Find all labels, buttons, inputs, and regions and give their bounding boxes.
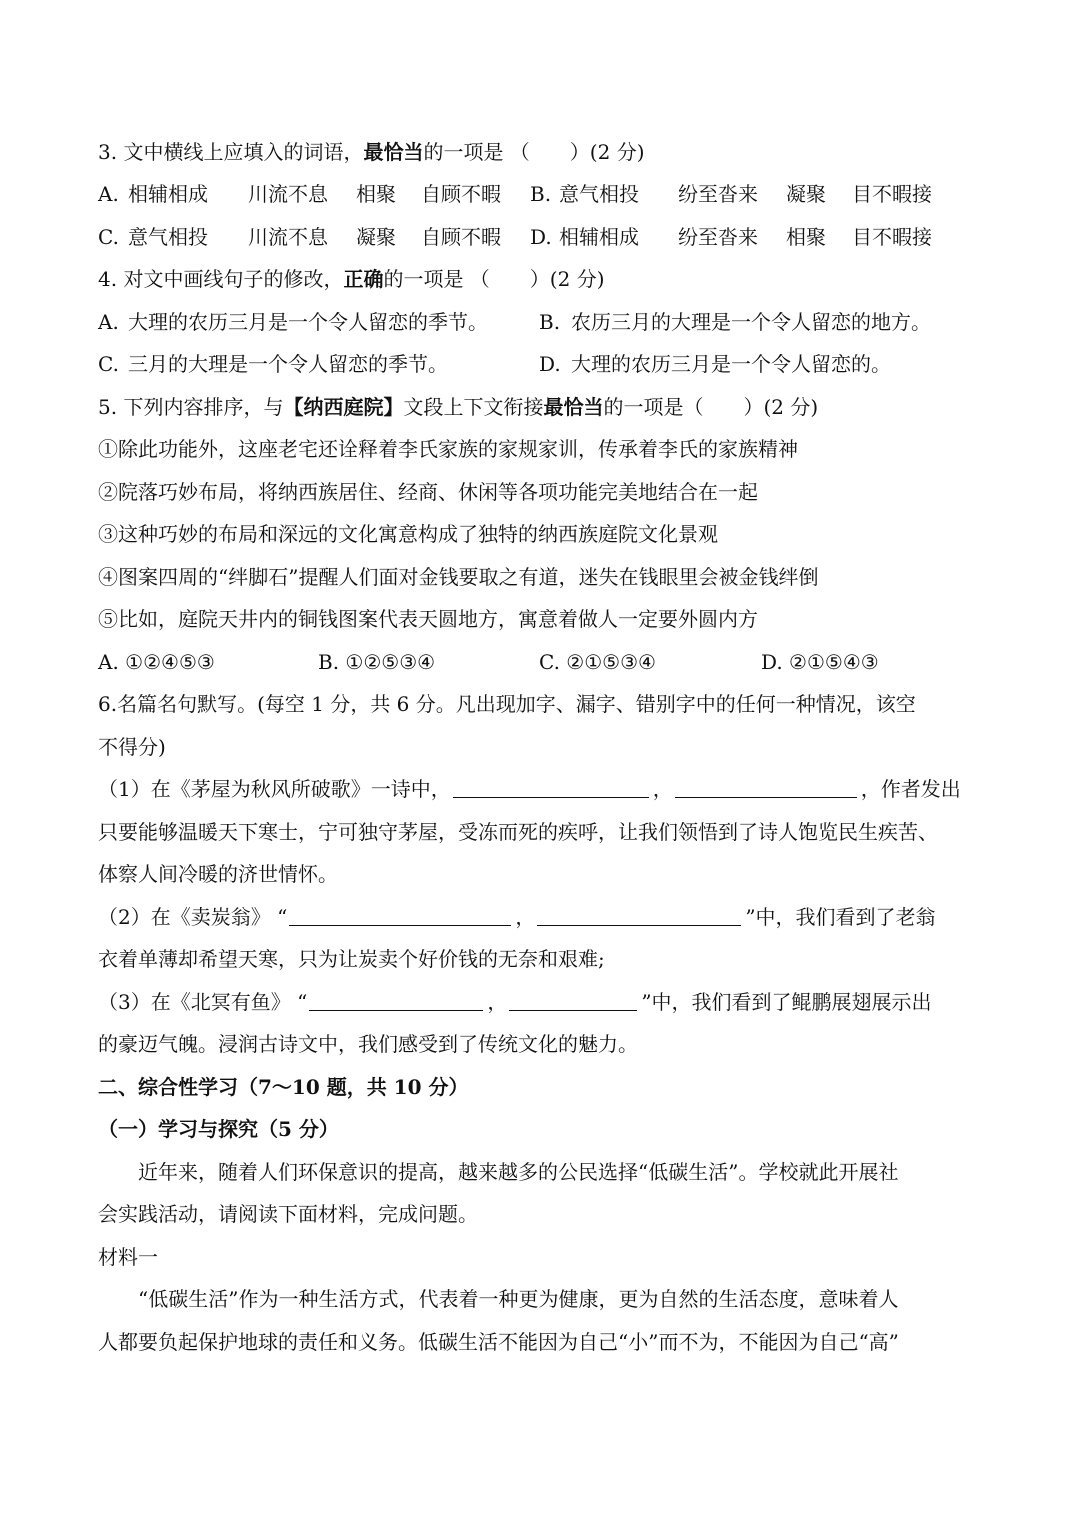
q3-option-d-word-4: 目不暇接 [852, 225, 932, 249]
q5-item-1: ①除此功能外，这座老宅还诠释着李氏家族的家规家训，传承着李氏的家族精神 [98, 437, 798, 461]
q5-stem-mid: 文段上下文衔接 [403, 395, 544, 419]
material-1-line-1: “低碳生活”作为一种生活方式，代表着一种更为健康，更为自然的生活态度，意味着人 [98, 1287, 899, 1311]
q6-sub1-blank-2[interactable] [675, 776, 857, 798]
q3-option-a-word-3: 相聚 [356, 182, 396, 206]
q3-option-b-word-3: 凝聚 [786, 182, 826, 206]
q3-option-a-word-4: 自顾不暇 [421, 182, 501, 206]
q4-option-c-text: 三月的大理是一个令人留恋的季节。 [128, 352, 448, 376]
q3-option-c-word-4: 自顾不暇 [421, 225, 501, 249]
q4-option-c-label: C. [98, 352, 119, 376]
q6-sub2-blank-2[interactable] [537, 904, 741, 926]
q5-option-b: B. ①②⑤③④ [318, 650, 436, 674]
q5-stem-bold-2: 最恰当 [543, 395, 604, 419]
q3-option-d-word-3: 相聚 [786, 225, 826, 249]
section-2-para-line-2: 会实践活动，请阅读下面材料，完成问题。 [98, 1202, 478, 1226]
q4-stem-post: 的一项是 （ ）(2 分) [383, 267, 605, 291]
q3-option-a-word-2: 川流不息 [248, 182, 328, 206]
q3-option-b-word-4: 目不暇接 [852, 182, 932, 206]
q6-sub1-blank-1[interactable] [453, 776, 649, 798]
q6-sub3-line-2: 的豪迈气魄。浸润古诗文中，我们感受到了传统文化的魅力。 [98, 1032, 638, 1056]
q3-option-a-label: A. [98, 182, 119, 206]
q6-intro-line-1: 6.名篇名句默写。(每空 1 分，共 6 分。凡出现加字、漏字、错别字中的任何一种情况，该空 [98, 692, 916, 716]
q4-option-a-label: A. [98, 310, 119, 334]
q3-option-a-word-1: 相辅相成 [128, 182, 208, 206]
q3-stem-bold: 最恰当 [363, 140, 424, 164]
q3-stem [98, 139, 988, 165]
q6-sub3-blank-2[interactable] [509, 989, 637, 1011]
q4-option-a-text: 大理的农历三月是一个令人留恋的季节。 [128, 310, 488, 334]
q5-stem-pre: 5. 下列内容排序，与 [98, 395, 284, 419]
q4-option-b-label: B. [539, 310, 561, 334]
section-2-sub-heading: （一）学习与探究（5 分） [98, 1117, 339, 1141]
q6-sub1-comma: ， [652, 777, 673, 801]
q5-option-a: A. ①②④⑤③ [98, 650, 215, 674]
q3-option-d-label: D. [530, 225, 552, 249]
q6-intro-line-2: 不得分) [98, 735, 166, 759]
material-1-label: 材料一 [98, 1245, 158, 1269]
q3-option-d-word-2: 纷至沓来 [678, 225, 758, 249]
q3-option-c-word-2: 川流不息 [248, 225, 328, 249]
section-2-heading: 二、综合性学习（7～10 题，共 10 分） [98, 1075, 469, 1099]
q3-option-b-word-2: 纷至沓来 [678, 182, 758, 206]
q3-option-b-label: B. [530, 182, 552, 206]
q3-option-b-word-1: 意气相投 [559, 182, 639, 206]
q4-option-b-text: 农历三月的大理是一个令人留恋的地方。 [571, 310, 931, 334]
q6-sub1-pre: （1）在《茅屋为秋风所破歌》一诗中， [98, 777, 451, 801]
q6-sub1-line-3: 体察人间冷暖的济世情怀。 [98, 862, 338, 886]
q5-stem-post: 的一项是（ ）(2 分) [603, 395, 819, 419]
q5-stem [98, 394, 988, 420]
q6-sub1-line-2: 只要能够温暖天下寒士，宁可独守茅屋，受冻而死的疾呼，让我们领悟到了诗人饱览民生疾苦、 [98, 820, 938, 844]
q6-sub2-blank-1[interactable] [289, 904, 511, 926]
q6-sub3-blank-1[interactable] [309, 989, 483, 1011]
q4-stem-pre: 4. 对文中画线句子的修改， [98, 267, 344, 291]
q5-stem-bold-1: 【纳西庭院】 [283, 395, 404, 419]
q3-option-d-word-1: 相辅相成 [559, 225, 639, 249]
q5-option-c: C. ②①⑤③④ [539, 650, 656, 674]
q3-stem-pre: 3. 文中横线上应填入的词语， [98, 140, 364, 164]
q5-item-5: ⑤比如，庭院天井内的铜钱图案代表天圆地方，寓意着做人一定要外圆内方 [98, 607, 758, 631]
q5-option-d: D. ②①⑤④③ [761, 650, 879, 674]
q6-sub2-pre: （2）在《卖炭翁》 “ [98, 905, 288, 929]
q3-stem-post: 的一项是 （ ）(2 分) [423, 140, 645, 164]
q6-sub3-post: ”中，我们看到了鲲鹏展翅展示出 [641, 990, 932, 1014]
q5-item-4: ④图案四周的“绊脚石”提醒人们面对金钱要取之有道，迷失在钱眼里会被金钱绊倒 [98, 565, 819, 589]
section-2-para-line-1: 近年来，随着人们环保意识的提高，越来越多的公民选择“低碳生活”。学校就此开展社 [98, 1160, 899, 1184]
q6-sub3-comma: ， [487, 990, 508, 1014]
q6-sub3-pre: （3）在《北冥有鱼》 “ [98, 990, 308, 1014]
q6-sub2-post: ”中，我们看到了老翁 [745, 905, 936, 929]
q6-sub2-comma: ， [515, 905, 536, 929]
q3-option-c-word-3: 凝聚 [356, 225, 396, 249]
q6-sub2-line-2: 衣着单薄却希望天寒，只为让炭卖个好价钱的无奈和艰难; [98, 947, 605, 971]
q3-option-c-word-1: 意气相投 [128, 225, 208, 249]
q4-stem-bold: 正确 [343, 267, 384, 291]
q6-sub1-post: ，作者发出 [860, 777, 961, 801]
q5-item-2: ②院落巧妙布局，将纳西族居住、经商、休闲等各项功能完美地结合在一起 [98, 480, 758, 504]
material-1-line-2: 人都要负起保护地球的责任和义务。低碳生活不能因为自己“小”而不为，不能因为自己“高” [98, 1330, 899, 1354]
q5-item-3: ③这种巧妙的布局和深远的文化寓意构成了独特的纳西族庭院文化景观 [98, 522, 718, 546]
q4-option-d-label: D. [539, 352, 561, 376]
q3-option-c-label: C. [98, 225, 119, 249]
q4-stem [98, 266, 988, 292]
q4-option-d-text: 大理的农历三月是一个令人留恋的。 [571, 352, 891, 376]
